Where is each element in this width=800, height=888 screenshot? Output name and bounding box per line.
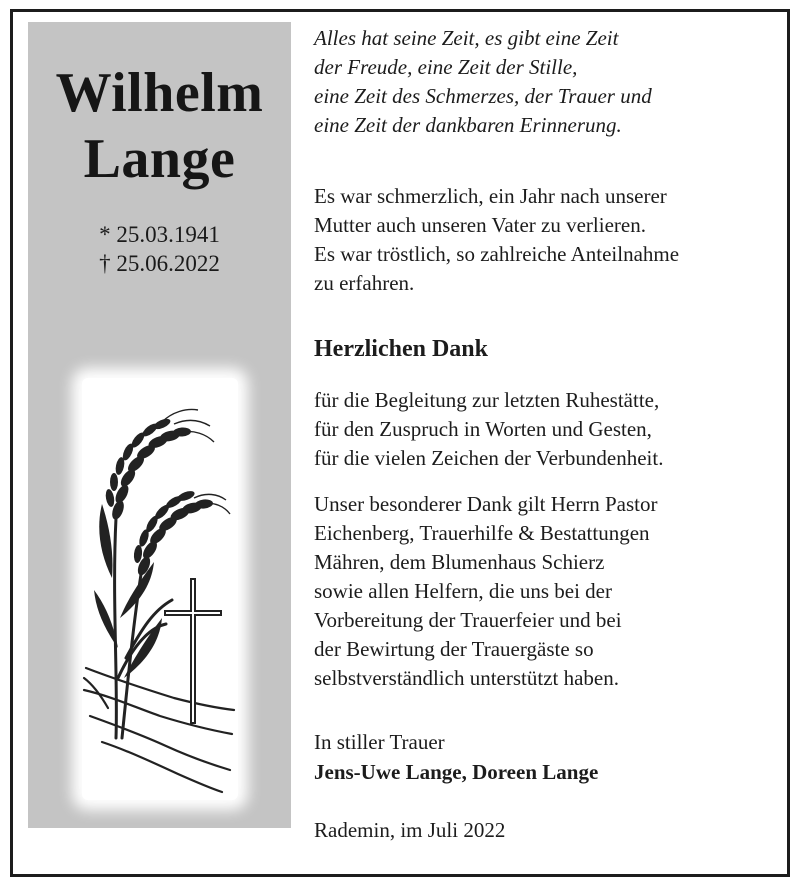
poem-line: Alles hat seine Zeit, es gibt eine Zeit [314,26,619,50]
poem-line: eine Zeit der dankbaren Erinnerung. [314,113,622,137]
text-line: Mutter auch unseren Vater zu verlieren. [314,213,646,237]
text-line: zu erfahren. [314,271,415,295]
text-line: Unser besonderer Dank gilt Herrn Pastor [314,492,658,516]
text-line: Es war schmerzlich, ein Jahr nach unserer [314,184,667,208]
wheat-cross-image [82,378,238,800]
wheat-and-cross-icon [82,378,238,800]
text-line: für den Zuspruch in Worten und Gesten, [314,417,652,441]
text-line: für die Begleitung zur letzten Ruhestätte, [314,388,660,412]
left-panel [28,22,291,828]
poem-line: eine Zeit des Schmerzes, der Trauer und [314,84,652,108]
paragraph-thanks [314,386,663,473]
text-line: der Bewirtung der Trauergäste so [314,637,594,661]
poem [314,24,652,140]
signers: Jens-Uwe Lange, Doreen Lange [314,760,599,784]
thanks-heading: Herzlichen Dank [314,336,488,362]
deceased-name [28,60,291,192]
text-line: selbstverständlich unterstützt haben. [314,666,620,690]
paragraph-special-thanks [314,490,658,693]
text-line: Es war tröstlich, so zahlreiche Anteilnahme [314,242,680,266]
place-date: Rademin, im Juli 2022 [314,818,506,842]
death-date: † 25.06.2022 [99,251,220,276]
text-line: für die vielen Zeichen der Verbundenheit. [314,446,664,470]
text-line: Mähren, dem Blumenhaus Schierz [314,550,605,574]
life-dates [28,220,291,278]
closing-phrase: In stiller Trauer [314,730,445,754]
paragraph-loss [314,182,679,298]
text-line: Vorbereitung der Trauerfeier und bei [314,608,622,632]
birth-date: * 25.03.1941 [99,222,220,247]
text-line: Eichenberg, Trauerhilfe & Bestattungen [314,521,650,545]
poem-line: der Freude, eine Zeit der Stille, [314,55,578,79]
text-line: sowie allen Helfern, die uns bei der [314,579,612,603]
first-name: Wilhelm [55,62,264,124]
last-name: Lange [83,128,236,190]
